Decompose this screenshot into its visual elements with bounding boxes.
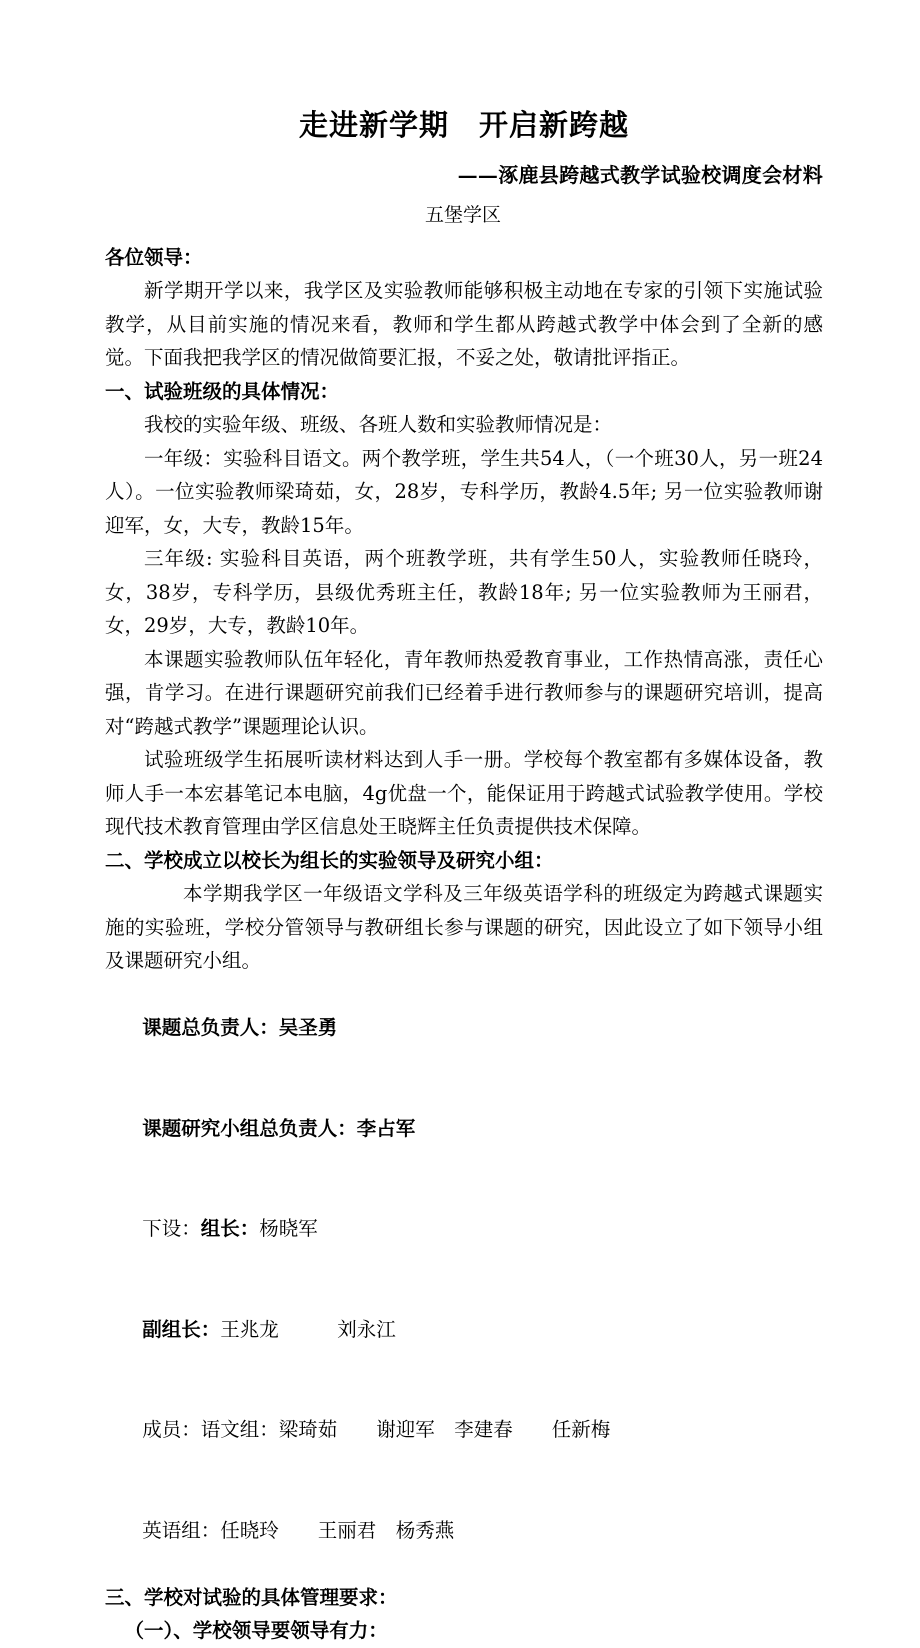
- roster-label-chief: 课题总负责人：: [142, 1016, 279, 1040]
- roster-entry-research-chief: [105, 1078, 823, 1179]
- document-organization: 五堡学区: [424, 203, 501, 226]
- document-content: [105, 0, 823, 1648]
- roster-entry-leader: [105, 1179, 823, 1280]
- roster-names-deputy-leader: 王兆龙 刘永江: [220, 1317, 396, 1341]
- roster-name-chief: 吴圣勇: [278, 1016, 338, 1040]
- intro-paragraph: 新学期开学以来，我学区及实验教师能够积极主动地在专家的引领下实施试验教学，从目前实施的情况来看，教师和学生都从跨越式教学中体会到了全新的感觉。下面我把我学区的情况做简要汇报，不妥之处，敬请批评指正。: [105, 279, 823, 370]
- document-subtitle: ——涿鹿县跨越式教学试验校调度会材料: [457, 162, 823, 187]
- section-2-paragraph-1: 本学期我学区一年级语文学科及三年级英语学科的班级定为跨越式课题实施的实验班，学校分管领导与教研组长参与课题的研究，因此设立了如下领导小组及课题研究小组。: [105, 882, 823, 973]
- section-heading-2: 二、学校成立以校长为组长的实验领导及研究小组：: [105, 848, 554, 872]
- roster-entry-deputy-leader: [105, 1279, 823, 1380]
- roster-role-leader: 组长：: [200, 1217, 260, 1241]
- section-1-paragraph-2: 一年级：实验科目语文。两个教学班，学生共54人，（一个班30人，另一班24人）。一位实验教师梁琦茹，女，28岁，专科学历，教龄4.5年; 另一位实验教师谢迎军，女，大专，教龄15年。: [105, 446, 823, 537]
- page-title: 走进新学期 开启新跨越: [298, 108, 629, 142]
- section-1-paragraph-3: 三年级: 实验科目英语，两个班教学班，共有学生50人，实验教师任晓玲，女，38岁，专科学历，县级优秀班主任，教龄18年; 另一位实验教师为王丽君，女，29岁，大专，教龄10年。: [105, 547, 823, 638]
- roster-prefix-leader: 下设：: [142, 1217, 201, 1241]
- roster-name-research-chief: 李占军: [356, 1116, 416, 1140]
- salutation: 各位领导：: [105, 245, 203, 269]
- roster-entry-members-chinese: [105, 1380, 823, 1481]
- roster-entry-chief: [105, 978, 823, 1079]
- section-3-subheading-1: （一）、学校领导要领导有力：: [124, 1619, 388, 1643]
- roster-names-english-group: 英语组：任晓玲 王丽君 杨秀燕: [142, 1518, 455, 1542]
- section-heading-3: 三、学校对试验的具体管理要求：: [105, 1585, 398, 1609]
- roster-label-research-chief: 课题研究小组总负责人：: [142, 1116, 357, 1140]
- roster-names-leader: 杨晓军: [259, 1217, 318, 1241]
- roster-entry-members-english: [105, 1480, 823, 1581]
- section-1-paragraph-4: 本课题实验教师队伍年轻化，青年教师热爱教育事业，工作热情高涨，责任心强，肯学习。在进行课题研究前我们已经着手进行教师参与的课题研究培训，提高对“跨越式教学”课题理论认识。: [105, 647, 823, 738]
- section-heading-1: 一、试验班级的具体情况：: [105, 379, 340, 403]
- section-1-paragraph-5: 试验班级学生拓展听读材料达到人手一册。学校每个教室都有多媒体设备，教师人手一本宏碁笔记本电脑，4g优盘一个，能保证用于跨越式试验教学使用。学校现代技术教育管理由学区信息处王晓辉主任负责提供技术保障。: [105, 748, 823, 839]
- roster-role-deputy-leader: 副组长：: [142, 1317, 221, 1341]
- section-1-paragraph-1: 我校的实验年级、班级、各班人数和实验教师情况是：: [144, 413, 613, 437]
- roster-names-chinese-group: 成员：语文组：梁琦茹 谢迎军 李建春 任新梅: [142, 1418, 611, 1442]
